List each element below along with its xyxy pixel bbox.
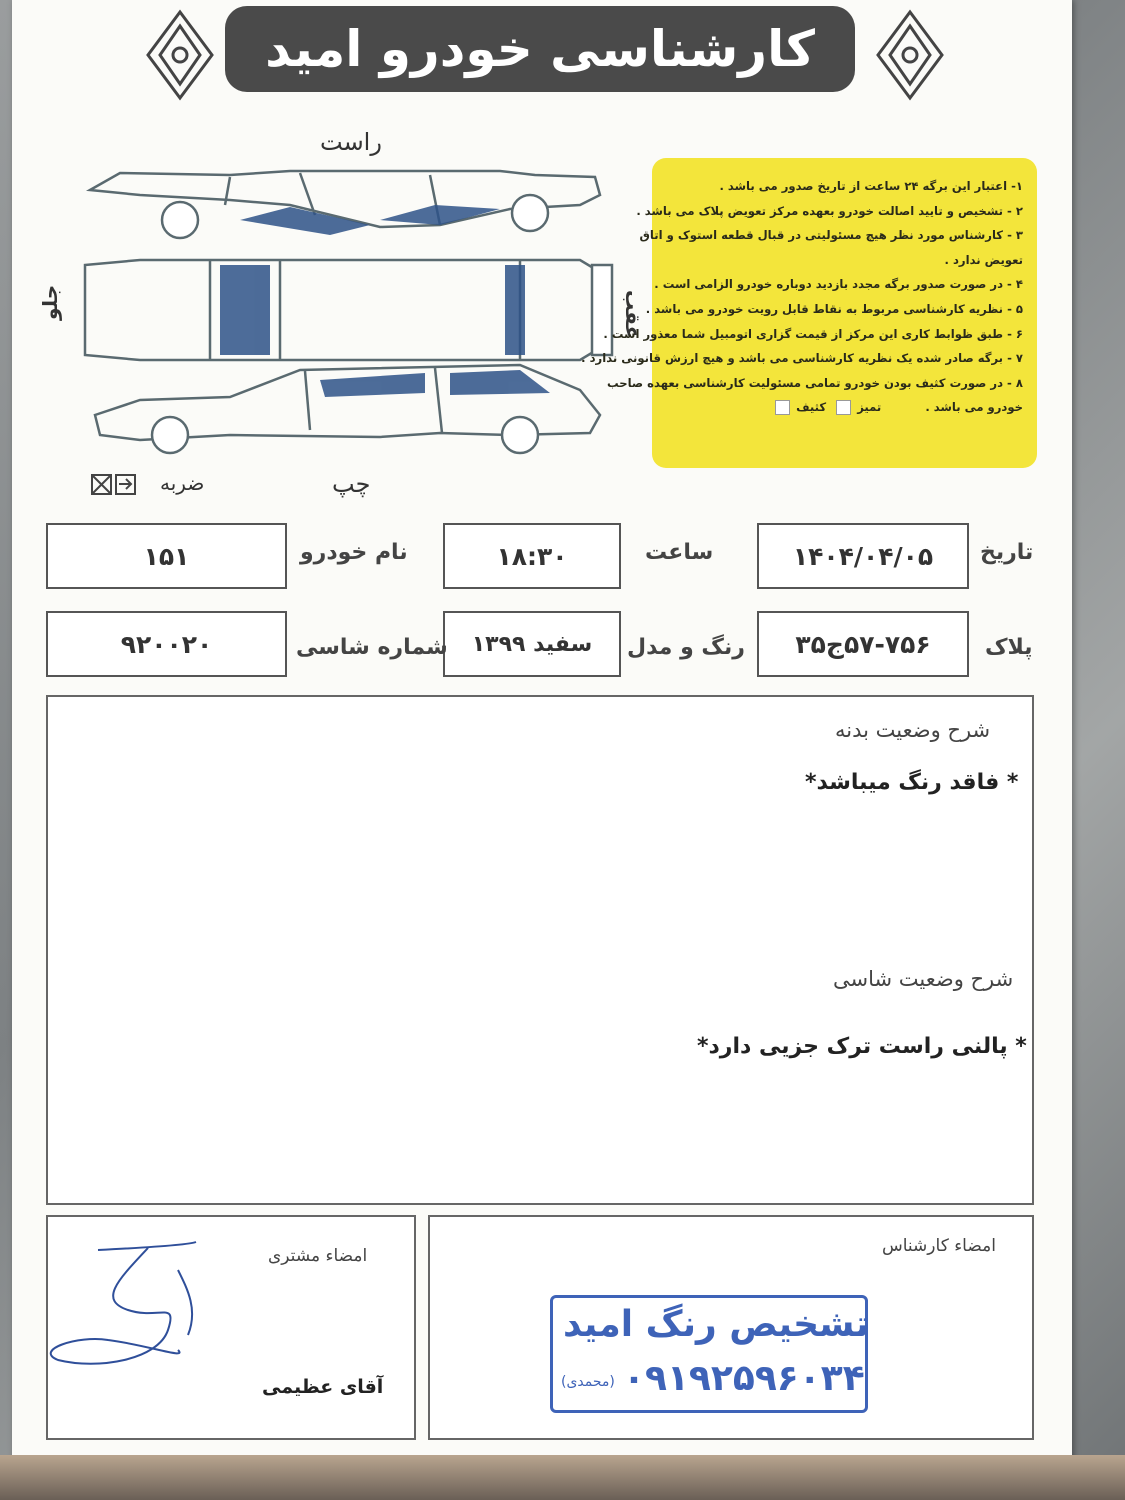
- expert-stamp: [550, 1295, 868, 1413]
- expert-signature-label: امضاء کارشناس: [882, 1236, 996, 1256]
- date-field: ۱۴۰۴/۰۴/۰۵: [757, 523, 969, 589]
- date-label: تاریخ: [980, 540, 1034, 565]
- left-ornament-icon: [140, 8, 220, 103]
- diagram-left-label: چپ: [332, 470, 371, 498]
- car-diagram: [80, 165, 620, 470]
- dirty-checkbox[interactable]: [775, 400, 790, 415]
- color-model-field: سفید ۱۳۹۹: [443, 611, 621, 677]
- diagram-front-label: جلو: [38, 284, 62, 320]
- rule-line: ۸ - در صورت کثیف بودن خودرو تمامی مسئولیت کارشناسی بعهده صاحب: [606, 375, 1023, 390]
- stamp-phone: ۰۹۱۹۲۵۹۶۰۳۴: [623, 1358, 865, 1399]
- rule-line: ۴ - در صورت صدور برگه مجدد بازدید دوباره خودرو الزامی است .: [654, 277, 1023, 292]
- customer-name: آقای عظیمی: [262, 1376, 384, 1398]
- stamp-title: تشخیص رنگ امید: [563, 1304, 870, 1345]
- chassis-status-heading: شرح وضعیت شاسی: [833, 967, 1014, 991]
- color-model-label: رنگ و مدل: [627, 635, 745, 660]
- rule-line: ۶ - طبق ظوابط کاری این مرکز از قیمت گزاری اتومبیل شما معذور است .: [603, 326, 1023, 341]
- rule-last-text: خودرو می باشد .: [925, 400, 1023, 415]
- time-field: ۱۸:۳۰: [443, 523, 621, 589]
- rule-line: ۵ - نظریه کارشناسی مربوط به نقاط قابل رویت خودرو می باشد .: [645, 301, 1023, 316]
- right-ornament-icon: [870, 8, 950, 103]
- body-status-heading: شرح وضعیت بدنه: [835, 718, 991, 742]
- plate-label: پلاک: [985, 635, 1033, 660]
- plate-field: ۵۷-۷۵۶ج۳۵: [757, 611, 969, 677]
- dirty-label: کثیف: [796, 400, 827, 415]
- chassis-status-value: * پالنی راست ترک جزیی دارد*: [697, 1034, 1027, 1059]
- customer-signature-label: امضاء مشتری: [268, 1246, 368, 1266]
- time-label: ساعت: [645, 540, 714, 565]
- rule-line: تعویض ندارد .: [944, 252, 1023, 267]
- diagram-rear-label: عقب: [621, 290, 645, 340]
- rule-line: ۳ - کارشناس مورد نظر هیچ مسئولیتی در قبال قطعه استوک و اتاق: [639, 228, 1023, 243]
- stamp-name: (محمدی): [561, 1374, 615, 1390]
- sheet-bottom-edge: [0, 1455, 1125, 1500]
- rule-line: ۷ - برگه صادر شده یک نظریه کارشناسی می باشد و هیچ ارزش قانونی ندارد .: [581, 351, 1023, 366]
- car-name-label: نام خودرو: [300, 540, 408, 565]
- rule-line: ۱- اعتبار این برگه ۲۴ ساعت از تاریخ صدور می باشد .: [719, 179, 1023, 193]
- rule-line-last: [662, 395, 1023, 420]
- chassis-label: شماره شاسی: [296, 635, 448, 660]
- customer-signature-icon: [38, 1240, 208, 1380]
- chassis-field: ۹۲۰۰۲۰: [46, 611, 287, 677]
- rule-line: ۲ - تشخیص و تایید اصالت خودرو بعهده مرکز تعویض پلاک می باشد .: [636, 203, 1023, 218]
- clean-checkbox[interactable]: [836, 400, 851, 415]
- car-name-field: ۱۵۱: [46, 523, 287, 589]
- clean-label: تمیز: [857, 400, 882, 415]
- diagram-right-label: راست: [320, 128, 382, 156]
- hit-legend-icon: [90, 472, 140, 496]
- body-status-value: * فاقد رنگ میباشد*: [805, 770, 1019, 795]
- page-title: کارشناسی خودرو امید: [225, 6, 855, 92]
- diagram-hit-label: ضربه: [160, 471, 205, 495]
